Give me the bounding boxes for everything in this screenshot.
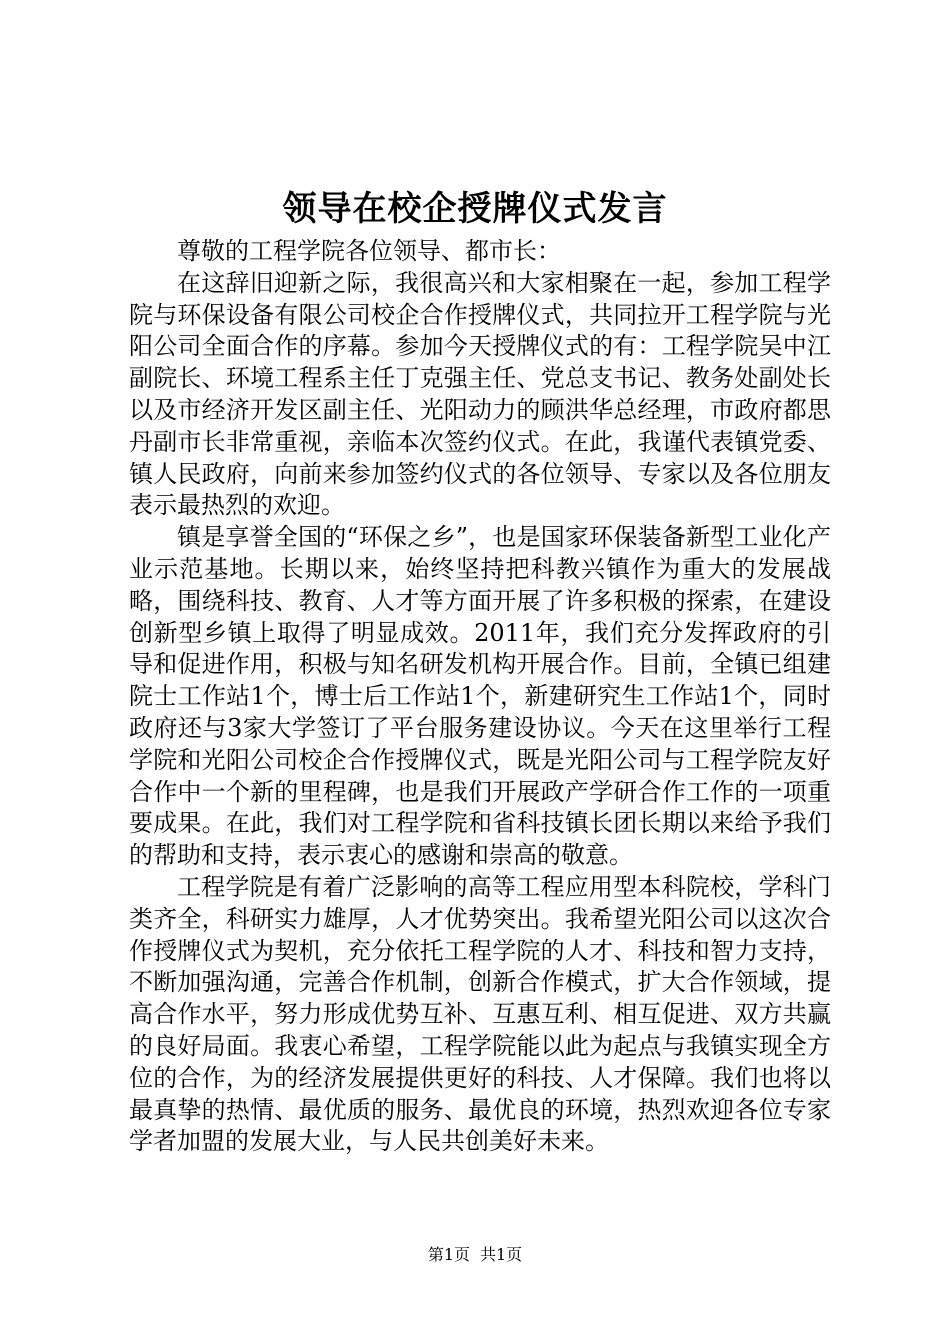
salutation-paragraph: 尊敬的工程学院各位领导、都市长： <box>177 237 561 265</box>
body-paragraph-3: 工程学院是有着广泛影响的高等工程应用型本科院校，学科门类齐全，科研实力雄厚，人才优势突出。我希望光阳公司以这次合作授牌仪式为契机，充分依托工程学院的人才、科技和智力支持，不断加强沟通，完善合作机制，创新合作模式，扩大合作领域，提高合作水平，努力形成优势互补、互惠互利、相互促进、双方共赢的良好局面。我衷心希望，工程学院能以此为起点与我镇实现全方位的合作，为的经济发展提供更好的科技、人才保障。我们也将以最真挚的热情、最优质的服务、最优良的环境，热烈欢迎各位专家学者加盟的发展大业，与人民共创美好未来。 <box>129 872 831 1156</box>
page-number: 第1页 <box>427 1245 470 1264</box>
document-body <box>129 236 831 1158</box>
document-title: 领导在校企授牌仪式发言 <box>282 189 668 229</box>
body-paragraph-1: 在这辞旧迎新之际，我很高兴和大家相聚在一起，参加工程学院与环保设备有限公司校企合作授牌仪式，共同拉开工程学院与光阳公司全面合作的序幕。参加今天授牌仪式的有：工程学院吴中江副院长、环境工程系主任丁克强主任、党总支书记、教务处副处长以及市经济开发区副主任、光阳动力的顾洪华总经理，市政府都思丹副市长非常重视，亲临本次签约仪式。在此，我谨代表镇党委、镇人民政府，向前来参加签约仪式的各位领导、专家以及各位朋友表示最热烈的欢迎。 <box>129 268 831 520</box>
page-footer <box>0 1243 950 1267</box>
body-paragraph-2: 镇是享誉全国的“环保之乡”，也是国家环保装备新型工业化产业示范基地。长期以来，始终坚持把科教兴镇作为重大的发展战略，围绕科技、教育、人才等方面开展了许多积极的探索，在建设创新型乡镇上取得了明显成效。2011年，我们充分发挥政府的引导和促进作用，积极与知名研发机构开展合作。目前，全镇已组建院士工作站1个，博士后工作站1个，新建研究生工作站1个，同时政府还与3家大学签订了平台服务建设协议。今天在这里举行工程学院和光阳公司校企合作授牌仪式，既是光阳公司与工程学院友好合作中一个新的里程碑，也是我们开展政产学研合作工作的一项重要成果。在此，我们对工程学院和省科技镇长团长期以来给予我们的帮助和支持，表示衷心的感谢和崇高的敬意。 <box>129 523 831 870</box>
page-total: 共1页 <box>480 1245 523 1264</box>
